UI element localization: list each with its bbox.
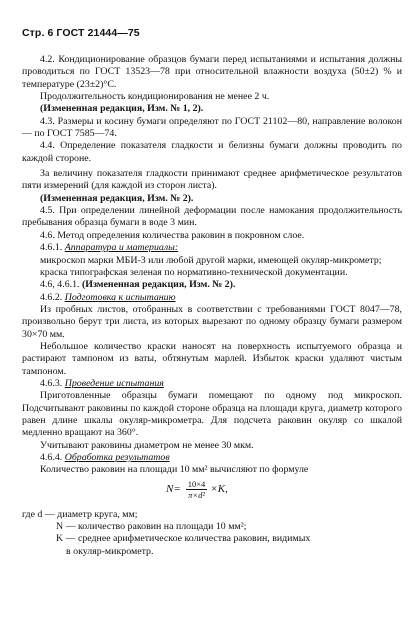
section-title: Подготовка к испытанию (64, 291, 176, 303)
paragraph-4-3: 4.3. Размеры и косину бумаги определяют по ГОСТ 21102—80, направление волокон — по ГОСТ 7585—74. (22, 115, 402, 140)
formula (166, 479, 230, 500)
paragraph-4-6-3 (22, 378, 402, 390)
paragraph-formula-intro: Количество раковин на площади 10 мм² вычисляют по формуле (40, 464, 309, 476)
paragraph-microscope: микроскоп марки МБИ-3 или любой другой марки, имеющей окуляр-микрометр; (40, 254, 382, 266)
formula-denominator: π×d² (188, 489, 205, 500)
section-number: 4.6, 4.6.1. (40, 279, 82, 291)
paragraph-4-5: 4.5. При определении линейной деформации после намокания продолжительность пребывания образца бумаги в воде 3 мин. (22, 205, 402, 229)
definition-d: где d — диаметр круга, мм; (22, 508, 138, 520)
paragraph-diameter: Учитывают раковины диаметром не менее 30 мкм. (40, 439, 254, 451)
paragraph-4-6-2 (22, 292, 402, 304)
section-number: 4.6.3. (40, 377, 65, 389)
section-number: 4.6.2. (40, 291, 65, 303)
paragraph-4-6: 4.6. Метод определения количества раковин в покровном слое. (40, 229, 305, 241)
paragraph-4-6-4 (22, 452, 402, 464)
formula-block (22, 479, 402, 505)
amendment-note: (Измененная редакция, Изм. № 2). (81, 279, 236, 291)
section-number: 4.6.4. (40, 452, 65, 463)
paragraph-duration: Продолжительность кондиционирования не менее 2 ч. (40, 91, 270, 103)
paragraph-smoothness: За величину показателя гладкости принимают среднее арифметическое результатов пяти измерений (для каждой из сторон листа). (22, 168, 402, 192)
paragraph-4-4: 4.4. Определение показателя гладкости и белизны бумаги должны проводить по каждой стороне. (22, 140, 402, 164)
formula-numerator: 10×4 (187, 478, 206, 489)
definition-n: N — количество раковин на площади 10 мм²; (56, 521, 247, 533)
section-title: Проведение испытания (64, 377, 164, 389)
section-title: Обработка результатов (64, 452, 170, 463)
paragraph-sampling: Из пробных листов, отобранных в соответствии с требованиями ГОСТ 8047—78, произвольно берут три листа, из которых вырезают по одному образцу бумаги размером 30×70 мм. (22, 303, 402, 340)
definition-k-cont: в окуляр-микрометр. (66, 545, 154, 557)
definition-k: K — среднее арифметическое количества раковин, видимых (56, 533, 311, 545)
paragraph-ink-application: Небольшое количество краски наносят на поверхность испытуемого образца и растирают тампоном из ваты, обтянутым марлей. Избыток краски удаляют чистым тампоном. (22, 340, 402, 377)
paragraph-4-6-1 (22, 242, 402, 254)
section-title: Аппаратура и материалы: (64, 242, 179, 254)
formula-lhs: N= (166, 483, 181, 496)
formula-fraction (186, 479, 208, 500)
amendment-note: (Измененная редакция, Изм. № 2). (40, 192, 194, 204)
amendment-line (22, 279, 402, 291)
document-body (22, 54, 402, 558)
page-header: Стр. 6 ГОСТ 21444—75 (22, 27, 140, 39)
amendment-note: (Измененная редакция, Изм. № 1, 2). (40, 103, 204, 115)
section-number: 4.6.1. (40, 242, 65, 254)
paragraph-4-2: 4.2. Кондиционирование образцов бумаги перед испытаниями и испытания должны проводиться по ГОСТ 13523—78 при относительной влажности воздуха (50±2) % и температуре (23±2)°С. (22, 54, 402, 90)
paragraph-ink: краска типографская зеленая по нормативно-технической документации. (40, 266, 348, 278)
formula-rhs: ×K, (210, 483, 228, 496)
paragraph-procedure: Приготовленные образцы бумаги помещают по одному под микроскоп. Подсчитывают раковины по каждой стороне образца на площади круга, диаметр которого равен длине шкалы окуляр-микрометра. Для подсчета раковин окуляр со шкалой медленно вращают на 360°. (22, 390, 402, 439)
